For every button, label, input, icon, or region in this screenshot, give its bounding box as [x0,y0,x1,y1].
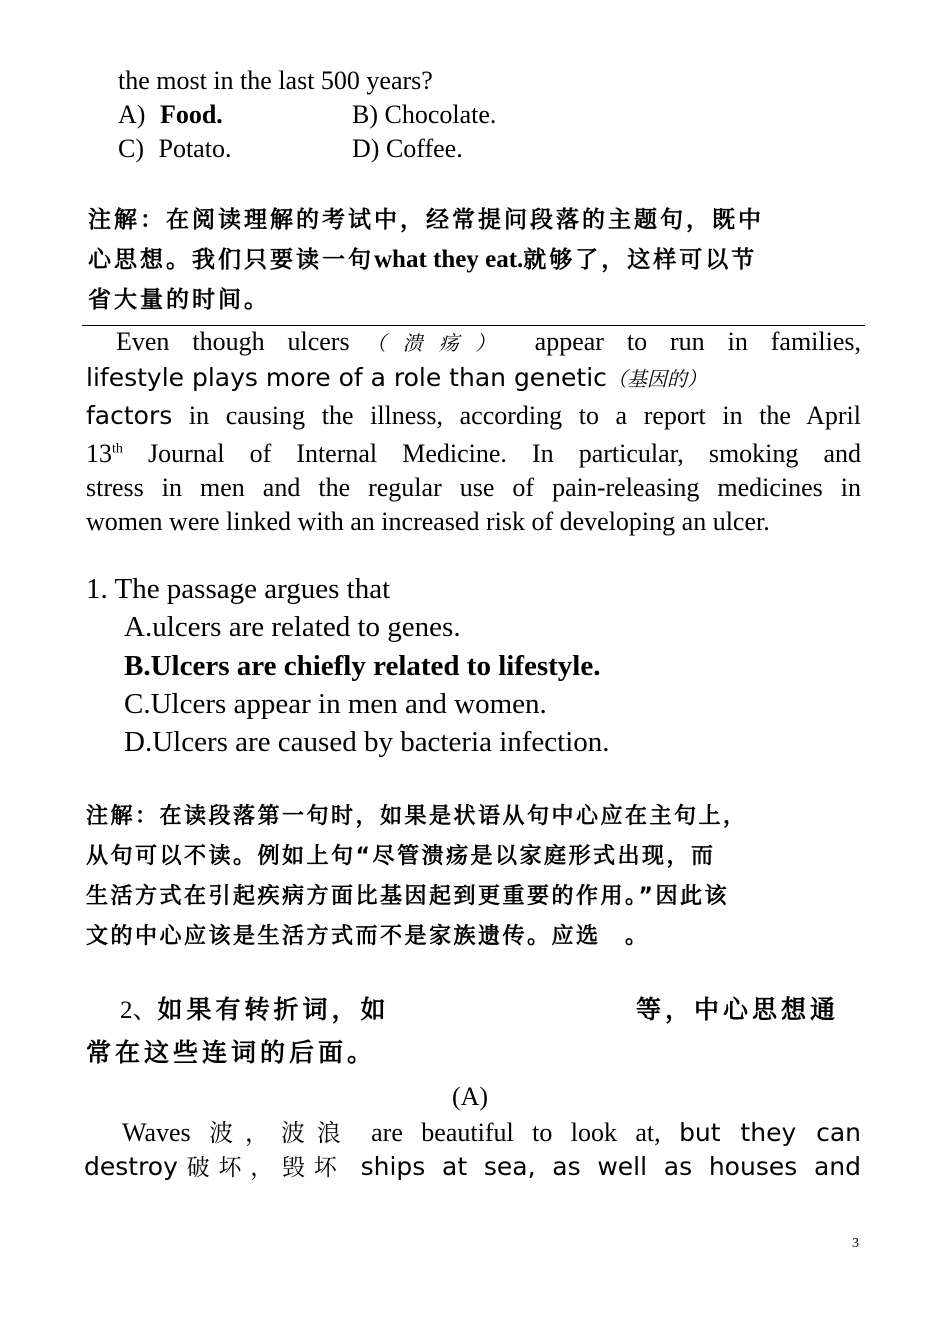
waves-line-1-sans: but they can [679,1118,862,1147]
option-letter: B. [124,650,151,682]
passage-line-3-sans: factors [86,401,173,430]
waves-line-1 [122,1115,861,1151]
option-text: Potato. [158,134,232,163]
tip2-number: 2、 [120,997,158,1024]
page-number: 3 [852,1236,859,1251]
option-b-top [352,98,496,132]
passage-line-5: stress in men and the regular use of pain-releasing medicines in [86,473,861,502]
passage-line-2-sans: lifestyle plays more of a role than genetic [86,363,607,392]
question1-option-c [124,685,547,723]
passage-line-3 [86,397,861,435]
note1-line1: 注解：在阅读理解的考试中，经常提问段落的主题句，既中 [88,207,764,233]
option-letter: C. [124,688,151,720]
question1-option-b [124,647,600,685]
note1-line2-prefix: 心思想。我们只要读一句 [88,247,374,273]
waves-gloss-waves: 波，波浪 [209,1119,353,1147]
question-stem-top: the most in the last 500 years? [118,66,433,95]
option-letter: D) [352,134,380,163]
waves-gloss-destroy: 破坏，毁坏 [177,1155,346,1181]
waves-line-1-text: are beautiful to look at, [371,1118,661,1147]
option-c-top [118,132,231,166]
tip2-line1-left [120,990,390,1031]
note2-line1: 注解：在读段落第一句时，如果是状语从句中心应在主句上， [86,804,748,829]
note2-line4: 文的中心应该是生活方式而不是家族遗传。应选 。 [86,924,650,949]
passage-line-1 [86,325,861,359]
passage-paragraph [86,325,861,539]
passage-line-1-suffix: appear to run in families, [534,327,862,356]
option-text: Food. [159,100,223,129]
option-a-top [118,98,223,132]
passage-line-4-rest: Journal of Internal Medicine. In particular, smoking and [147,439,862,468]
section-label: (A) [452,1082,489,1111]
option-text: Ulcers are chiefly related to lifestyle. [150,650,601,682]
passage-line-1-prefix: Even though ulcers [116,327,350,356]
option-letter: B) [352,100,378,129]
passage-line-6: women were linked with an increased risk of developing an ulcer. [86,507,770,536]
waves-line-2 [84,1149,861,1185]
passage-date-num: 13 [86,439,112,468]
question1-option-d [124,723,610,761]
tip2-line1-right: 等，中心思想通 [636,995,840,1024]
option-letter: D. [124,726,153,758]
option-text: Ulcers are caused by bacteria infection. [152,726,610,758]
option-letter: A. [124,611,153,643]
option-text: Chocolate. [384,100,497,129]
note2-line2: 从句可以不读。例如上句“尽管溃疡是以家庭形式出现，而 [86,844,716,869]
option-text: ulcers are related to genes. [152,611,461,643]
option-d-top [352,132,463,166]
passage-gloss-genetic: （基因的） [606,367,707,391]
passage-line-4 [86,437,861,471]
waves-line-2-sans1: destroy [84,1152,178,1181]
note1-line2 [88,240,757,280]
waves-line-1-word: Waves [122,1118,191,1147]
passage-line-3-serif: in causing the illness, according to a report in the April [188,401,862,430]
note1-line2-bold: what they eat. [374,246,524,273]
passage-line-2 [86,359,861,397]
passage-date-sup: th [112,441,123,457]
option-text: Ulcers appear in men and women. [150,688,547,720]
waves-line-2-sans2: ships at sea, as well as houses and [360,1152,862,1181]
question1-stem: 1. The passage argues that [86,573,391,605]
tip2-line2: 常在这些连词的后面。 [86,1038,377,1067]
note1-line2-suffix: 就够了，这样可以节 [523,247,758,273]
option-letter: C) [118,134,144,163]
passage-gloss-ulcers: （溃疡） [349,331,512,355]
question1-option-a [124,608,461,646]
option-letter: A) [118,100,146,129]
note1-line3: 省大量的时间。 [88,287,270,313]
tip2-part1: 如果有转折词，如 [157,995,390,1024]
note2-line3: 生活方式在引起疾病方面比基因起到更重要的作用。”因此该 [86,884,729,909]
option-text: Coffee. [385,134,463,163]
